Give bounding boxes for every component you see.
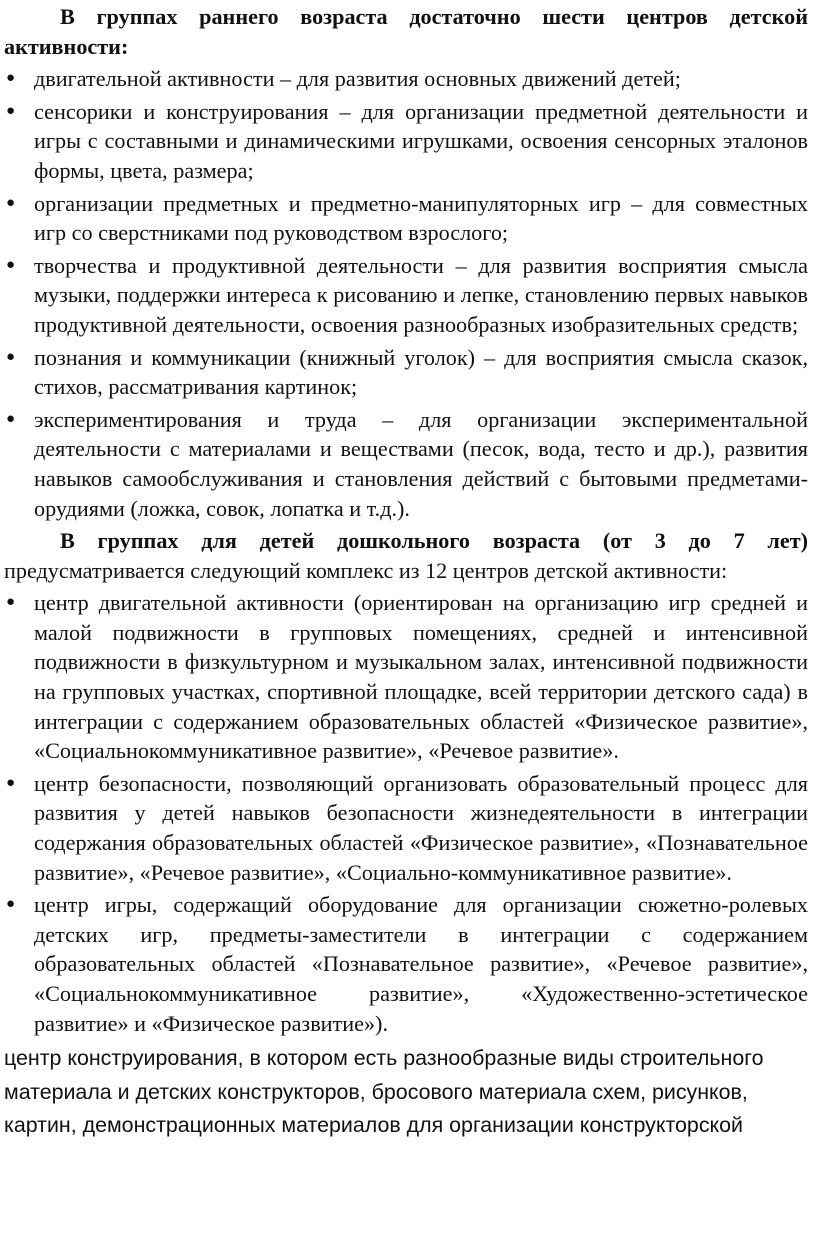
bullet-icon: ● xyxy=(6,348,16,365)
section2-lead: В группах для детей дошкольного возраста (от 3 до 7 лет) xyxy=(60,528,808,554)
list-item-text: организации предметных и предметно-манипуляторных игр – для совместных игр со сверстниками под руководством взрослого; xyxy=(34,190,808,246)
section1-lead: В группах раннего возраста достаточно шести центров детской активности: xyxy=(4,4,808,59)
section2-lead-rest: предусматривается следующий комплекс из 12 центров детской активности: xyxy=(4,557,728,583)
list-item-text: познания и коммуникации (книжный уголок) – для восприятия смысла сказок, стихов, рассматривания картинок; xyxy=(34,344,808,400)
section2-heading xyxy=(0,526,816,585)
bullet-icon: ● xyxy=(6,194,16,211)
list-item xyxy=(0,189,816,248)
bullet-icon: ● xyxy=(6,594,16,611)
list-item-text: творчества и продуктивной деятельности – для развития восприятия смысла музыки, поддержки интереса к рисованию и лепке, становлению первых навыков продуктивной деятельности, освоения разнообразных изобразительных средств; xyxy=(34,252,808,337)
list-item-text: центр двигательной активности (ориентирован на организацию игр средней и малой подвижности в групповых помещениях, средней и интенсивной подвижности в физкультурном и музыкальном залах, интенсивной подвижности на групповых участках, спортивной площадке, всей территории детского сада) в интеграции с содержанием образовательных областей «Физическое развитие», «Социальнокоммуникативное развитие», «Речевое развитие». xyxy=(34,590,808,764)
list-item xyxy=(0,769,816,887)
trailing-paragraph: центр конструирования, в котором есть разнообразные виды строительного материала и детских конструкторов, бросового материала схем, рисунков, картин, демонстрационных материалов для организации конструкторской xyxy=(4,1046,764,1138)
list-item xyxy=(0,97,816,186)
list-item-text: сенсорики и конструирования – для организации предметной деятельности и игры с составными и динамическими игрушками, освоения сенсорных эталонов формы, цвета, размера; xyxy=(34,98,808,183)
list-item xyxy=(0,343,816,402)
list-item-text: центр игры, содержащий оборудование для организации сюжетно-ролевых детских игр, предметы-заместители в интеграции с содержанием образовательных областей «Познавательное развитие», «Речевое развитие», «Социальнокоммуникативное развитие», «Художественно-эстетическое развитие» и «Физическое развитие»). xyxy=(34,892,808,1036)
bullet-icon: ● xyxy=(6,774,16,791)
list-item xyxy=(0,64,816,94)
list-item-text: двигательной активности – для развития основных движений детей; xyxy=(34,66,681,92)
section1-heading xyxy=(0,0,816,61)
bullet-icon: ● xyxy=(6,256,16,273)
list-item xyxy=(0,890,816,1038)
list-item xyxy=(0,405,816,523)
bullet-icon: ● xyxy=(6,896,16,913)
list-item xyxy=(0,251,816,340)
list-item-text: центр безопасности, позволяющий организовать образовательный процесс для развития у детей навыков безопасности жизнедеятельности в интеграции содержания образовательных областей «Физическое развитие», «Познавательное развитие», «Речевое развитие», «Социально-коммуникативное развитие». xyxy=(34,770,808,885)
bullet-icon: ● xyxy=(6,70,16,87)
list-item xyxy=(0,588,816,766)
bullet-icon: ● xyxy=(6,410,16,427)
section2-list xyxy=(0,588,816,1038)
list-item-text: экспериментирования и труда – для организации экспериментальной деятельности с материалами и веществами (песок, вода, тесто и др.), развития навыков самообслуживания и становления действий с бытовыми предметами-орудиями (ложка, совок, лопатка и т.д.). xyxy=(34,406,808,521)
section1-list xyxy=(0,64,816,523)
bullet-icon: ● xyxy=(6,102,16,119)
